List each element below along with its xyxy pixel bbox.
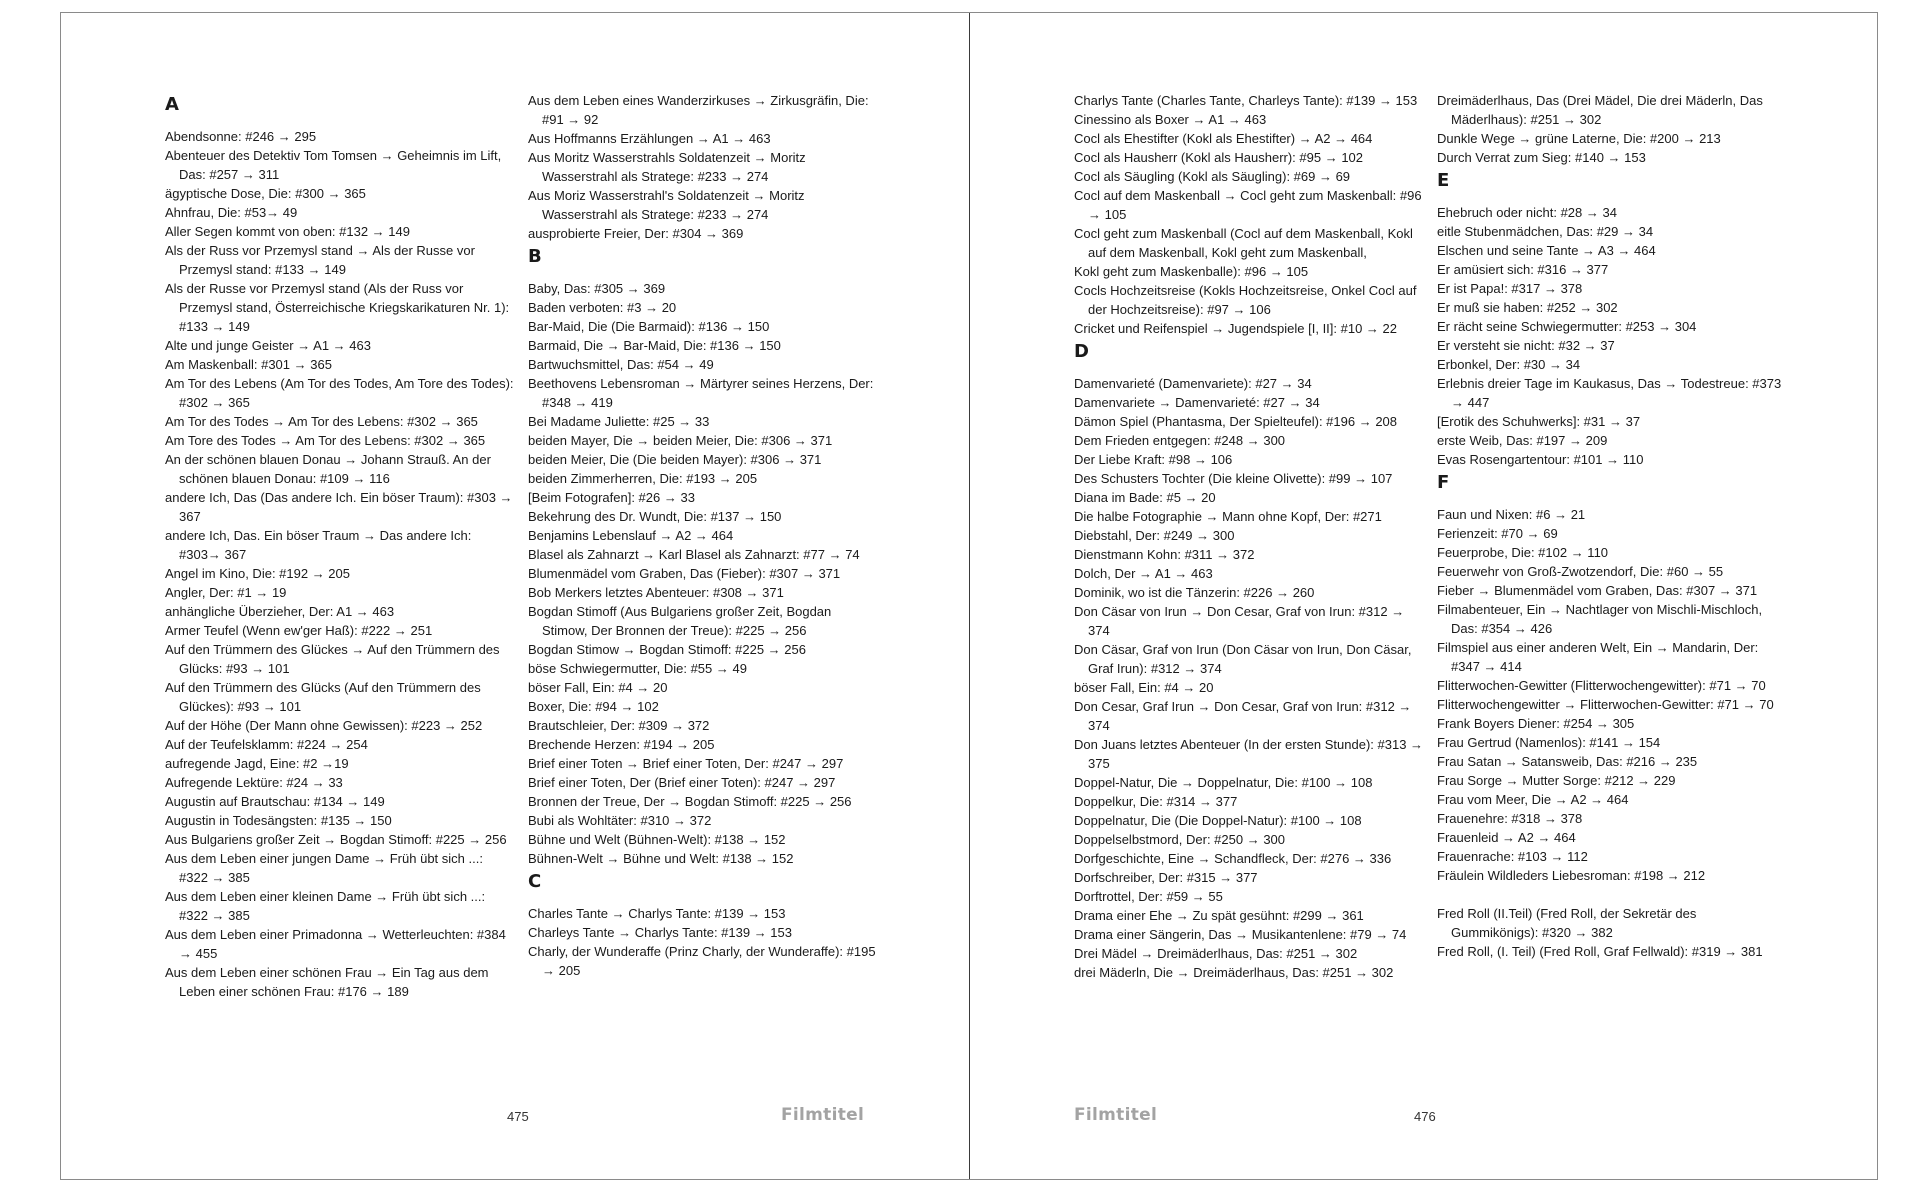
index-entry: Am Tor des Todes → Am Tor des Lebens: #302 → 365 [165, 414, 478, 429]
index-entry: Ehebruch oder nicht: #28 → 34 [1437, 205, 1617, 220]
index-entry: Er rächt seine Schwiegermutter: #253 → 304 [1437, 319, 1697, 334]
letter-heading: B [528, 246, 543, 267]
index-entry: Ferienzeit: #70 → 69 [1437, 526, 1558, 541]
index-entry: Don Cäsar, Graf von Irun (Don Cäsar von Irun, Don Cäsar, Graf Irun): #312 → 374 [1074, 642, 1412, 676]
index-entry: Diana im Bade: #5 → 20 [1074, 490, 1216, 505]
index-entry: Frauenehre: #318 → 378 [1437, 811, 1583, 826]
index-entry: Benjamins Lebenslauf → A2 → 464 [528, 528, 734, 543]
index-entry: Dorftrottel, Der: #59 → 55 [1074, 889, 1223, 904]
index-entry: Am Tor des Lebens (Am Tor des Todes, Am Tore des Todes): #302 → 365 [165, 376, 514, 410]
index-entry: Dorfschreiber, Der: #315 → 377 [1074, 870, 1258, 885]
index-entry: Damenvariete → Damenvarieté: #27 → 34 [1074, 395, 1320, 410]
index-entry: beiden Mayer, Die → beiden Meier, Die: #306 → 371 [528, 433, 833, 448]
letter-heading: D [1074, 341, 1090, 362]
index-entry: Ahnfrau, Die: #53→ 49 [165, 205, 298, 220]
index-entry: aufregende Jagd, Eine: #2 →19 [165, 756, 349, 771]
index-entry: Er amüsiert sich: #316 → 377 [1437, 262, 1609, 277]
index-entry: Barmaid, Die → Bar-Maid, Die: #136 → 150 [528, 338, 781, 353]
index-entry: eitle Stubenmädchen, Das: #29 → 34 [1437, 224, 1654, 239]
index-entry: Dominik, wo ist die Tänzerin: #226 → 260 [1074, 585, 1315, 600]
index-entry: Beethovens Lebensroman → Märtyrer seines Herzens, Der: #348 → 419 [528, 376, 874, 410]
index-entry: Baden verboten: #3 → 20 [528, 300, 677, 315]
index-entry: Auf der Teufelsklamm: #224 → 254 [165, 737, 368, 752]
index-entry: Am Tore des Todes → Am Tor des Lebens: #302 → 365 [165, 433, 486, 448]
index-entry: Aus dem Leben einer schönen Frau → Ein Tag aus dem Leben einer schönen Frau: #176 → 189 [165, 965, 489, 999]
index-entry: Drama einer Sängerin, Das → Musikantenlene: #79 → 74 [1074, 927, 1407, 942]
index-entry: anhängliche Überzieher, Der: A1 → 463 [165, 604, 395, 619]
index-entry: An der schönen blauen Donau → Johann Strauß. An der schönen blauen Donau: #109 → 116 [165, 452, 491, 486]
index-entry: Blumenmädel vom Graben, Das (Fieber): #307 → 371 [528, 566, 841, 581]
page-left [61, 13, 970, 1179]
index-entry: Charleys Tante → Charlys Tante: #139 → 153 [528, 925, 792, 940]
index-entry: Bar-Maid, Die (Die Barmaid): #136 → 150 [528, 319, 770, 334]
index-entry: Doppelnatur, Die (Die Doppel-Natur): #100 → 108 [1074, 813, 1362, 828]
index-entry: Aus dem Leben einer Primadonna → Wetterleuchten: #384 → 455 [165, 927, 506, 961]
index-entry: ägyptische Dose, Die: #300 → 365 [165, 186, 366, 201]
index-entry: Fieber → Blumenmädel vom Graben, Das: #307 → 371 [1437, 583, 1758, 598]
index-entry: Cocl geht zum Maskenball (Cocl auf dem Maskenball, Kokl auf dem Maskenball, Kokl geht zum Maskenball, [1074, 226, 1413, 260]
index-entry: Cocl als Ehestifter (Kokl als Ehestifter) → A2 → 464 [1074, 131, 1373, 146]
index-entry: Bühne und Welt (Bühnen-Welt): #138 → 152 [528, 832, 786, 847]
index-entry: Filmabenteuer, Ein → Nachtlager von Mischli-Mischloch, Das: #354 → 426 [1437, 602, 1763, 636]
index-entry: Damenvarieté (Damenvariete): #27 → 34 [1074, 376, 1312, 391]
index-entry: [Beim Fotografen]: #26 → 33 [528, 490, 695, 505]
index-entry: Erbonkel, Der: #30 → 34 [1437, 357, 1581, 372]
index-entry: drei Mäderln, Die → Dreimäderlhaus, Das: #251 → 302 [1074, 965, 1394, 980]
index-entry: Frauenrache: #103 → 112 [1437, 849, 1588, 864]
index-entry: Baby, Das: #305 → 369 [528, 281, 666, 296]
index-entry: Drama einer Ehe → Zu spät gesühnt: #299 → 361 [1074, 908, 1364, 923]
index-column [1437, 91, 1787, 961]
index-entry: Doppelselbstmord, Der: #250 → 300 [1074, 832, 1286, 847]
index-entry: Aus Bulgariens großer Zeit → Bogdan Stimoff: #225 → 256 [165, 832, 507, 847]
index-entry: Er ist Papa!: #317 → 378 [1437, 281, 1583, 296]
index-entry: Dreimäderlhaus, Das (Drei Mädel, Die drei Mäderln, Das Mäderlhaus): #251 → 302 [1437, 93, 1763, 127]
index-entry: Charles Tante → Charlys Tante: #139 → 153 [528, 906, 786, 921]
letter-heading: A [165, 94, 180, 115]
index-entry: böse Schwiegermutter, Die: #55 → 49 [528, 661, 747, 676]
index-entry: Als der Russe vor Przemysl stand (Als der Russ vor Przemysl stand, Österreichische Kriegskarikaturen Nr. 1): #133 → 149 [165, 281, 510, 334]
index-entry: Angler, Der: #1 → 19 [165, 585, 287, 600]
running-title: Filmtitel [781, 1105, 865, 1125]
index-entry: Bob Merkers letztes Abenteuer: #308 → 371 [528, 585, 784, 600]
running-title: Filmtitel [1074, 1105, 1158, 1125]
index-entry: Brief einer Toten → Brief einer Toten, Der: #247 → 297 [528, 756, 844, 771]
index-entry: Cocls Hochzeitsreise (Kokls Hochzeitsreise, Onkel Cocl auf der Hochzeitsreise): #97 → 106 [1074, 283, 1417, 317]
index-entry: Aus dem Leben eines Wanderzirkuses → Zirkusgräfin, Die: #91 → 92 [528, 93, 869, 127]
letter-heading: C [528, 871, 542, 892]
index-entry: Brief einer Toten, Der (Brief einer Toten): #247 → 297 [528, 775, 836, 790]
index-entry: Durch Verrat zum Sieg: #140 → 153 [1437, 150, 1646, 165]
index-entry: Bubi als Wohltäter: #310 → 372 [528, 813, 712, 828]
index-entry: Feuerprobe, Die: #102 → 110 [1437, 545, 1609, 560]
index-entry: Dem Frieden entgegen: #248 → 300 [1074, 433, 1286, 448]
index-entry: Aus Moriz Wasserstrahl's Soldatenzeit → Moritz Wasserstrahl als Stratege: #233 → 274 [528, 188, 805, 222]
index-entry: Er versteht sie nicht: #32 → 37 [1437, 338, 1615, 353]
index-entry: Doppelkur, Die: #314 → 377 [1074, 794, 1238, 809]
index-entry: Brautschleier, Der: #309 → 372 [528, 718, 710, 733]
index-entry: Blasel als Zahnarzt → Karl Blasel als Zahnarzt: #77 → 74 [528, 547, 860, 562]
index-entry: Charlys Tante (Charles Tante, Charleys Tante): #139 → 153 [1074, 93, 1418, 108]
index-entry: Fred Roll (II.Teil) (Fred Roll, der Sekretär des Gummikönigs): #320 → 382 [1437, 906, 1697, 940]
index-entry: Bartwuchsmittel, Das: #54 → 49 [528, 357, 714, 372]
index-entry: Auf der Höhe (Der Mann ohne Gewissen): #223 → 252 [165, 718, 483, 733]
index-entry: Dämon Spiel (Phantasma, Der Spielteufel): #196 → 208 [1074, 414, 1398, 429]
index-entry: Evas Rosengartentour: #101 → 110 [1437, 452, 1644, 467]
index-entry: Als der Russ vor Przemysl stand → Als der Russe vor Przemysl stand: #133 → 149 [165, 243, 475, 277]
index-entry: Doppel-Natur, Die → Doppelnatur, Die: #100 → 108 [1074, 775, 1373, 790]
page-number: 476 [1414, 1109, 1436, 1124]
index-column [165, 91, 515, 1001]
index-entry: Elschen und seine Tante → A3 → 464 [1437, 243, 1656, 258]
index-entry: ausprobierte Freier, Der: #304 → 369 [528, 226, 744, 241]
index-entry: böser Fall, Ein: #4 → 20 [528, 680, 668, 695]
index-entry: Filmspiel aus einer anderen Welt, Ein → Mandarin, Der: #347 → 414 [1437, 640, 1759, 674]
index-entry: Bekehrung des Dr. Wundt, Die: #137 → 150 [528, 509, 782, 524]
index-entry: Flitterwochen-Gewitter (Flitterwochengewitter): #71 → 70 [1437, 678, 1766, 693]
index-entry: Der Liebe Kraft: #98 → 106 [1074, 452, 1233, 467]
index-entry: Die halbe Fotographie → Mann ohne Kopf, Der: #271 [1074, 509, 1382, 524]
book-spread [60, 12, 1878, 1180]
spacer [1437, 885, 1787, 904]
index-entry: Cocl als Hausherr (Kokl als Hausherr): #95 → 102 [1074, 150, 1364, 165]
index-entry: Auf den Trümmern des Glücks (Auf den Trümmern des Glückes): #93 → 101 [165, 680, 481, 714]
index-entry: Dunkle Wege → grüne Laterne, Die: #200 → 213 [1437, 131, 1721, 146]
index-entry: Bogdan Stimoff (Aus Bulgariens großer Zeit, Bogdan Stimow, Der Bronnen der Treue): #225 → 256 [528, 604, 832, 638]
index-entry: Cinessino als Boxer → A1 → 463 [1074, 112, 1267, 127]
index-entry: Bronnen der Treue, Der → Bogdan Stimoff: #225 → 256 [528, 794, 852, 809]
index-entry: Aus Moritz Wasserstrahls Soldatenzeit → Moritz Wasserstrahl als Stratege: #233 → 274 [528, 150, 806, 184]
index-entry: Diebstahl, Der: #249 → 300 [1074, 528, 1235, 543]
index-entry: beiden Meier, Die (Die beiden Mayer): #306 → 371 [528, 452, 822, 467]
index-entry: böser Fall, Ein: #4 → 20 [1074, 680, 1214, 695]
index-column [528, 91, 878, 980]
index-entry: Aus dem Leben einer kleinen Dame → Früh übt sich ...: #322 → 385 [165, 889, 486, 923]
index-entry: erste Weib, Das: #197 → 209 [1437, 433, 1608, 448]
index-entry: Erlebnis dreier Tage im Kaukasus, Das → Todestreue: #373 → 447 [1437, 376, 1782, 410]
index-entry: Bogdan Stimow → Bogdan Stimoff: #225 → 256 [528, 642, 806, 657]
index-entry: Cricket und Reifenspiel → Jugendspiele [I, II]: #10 → 22 [1074, 321, 1398, 336]
index-entry: Drei Mädel → Dreimäderlhaus, Das: #251 → 302 [1074, 946, 1358, 961]
index-entry: Frau Gertrud (Namenlos): #141 → 154 [1437, 735, 1661, 750]
index-entry: Frauenleid → A2 → 464 [1437, 830, 1576, 845]
index-column [1074, 91, 1424, 982]
index-entry: andere Ich, Das (Das andere Ich. Ein böser Traum): #303 → 367 [165, 490, 513, 524]
index-entry: Don Cesar, Graf Irun → Don Cesar, Graf von Irun: #312 → 374 [1074, 699, 1412, 733]
index-entry: beiden Zimmerherren, Die: #193 → 205 [528, 471, 758, 486]
index-entry: Cocl auf dem Maskenball → Cocl geht zum Maskenball: #96 → 105 [1074, 188, 1422, 222]
index-entry: Frau Satan → Satansweib, Das: #216 → 235 [1437, 754, 1698, 769]
index-entry: Aufregende Lektüre: #24 → 33 [165, 775, 343, 790]
index-entry: Dienstmann Kohn: #311 → 372 [1074, 547, 1255, 562]
page-right [970, 13, 1879, 1179]
index-entry: [Erotik des Schuhwerks]: #31 → 37 [1437, 414, 1641, 429]
index-entry: Fräulein Wildleders Liebesroman: #198 → 212 [1437, 868, 1706, 883]
letter-heading: E [1437, 170, 1450, 191]
index-entry: Don Juans letztes Abenteuer (In der ersten Stunde): #313 → 375 [1074, 737, 1424, 771]
index-entry: Angel im Kino, Die: #192 → 205 [165, 566, 350, 581]
index-entry: Don Cäsar von Irun → Don Cesar, Graf von Irun: #312 → 374 [1074, 604, 1405, 638]
index-entry: Charly, der Wunderaffe (Prinz Charly, der Wunderaffe): #195 → 205 [528, 944, 876, 978]
index-entry: Fred Roll, (I. Teil) (Fred Roll, Graf Fellwald): #319 → 381 [1437, 944, 1763, 959]
index-entry: Abendsonne: #246 → 295 [165, 129, 317, 144]
index-entry: Armer Teufel (Wenn ew'ger Haß): #222 → 251 [165, 623, 433, 638]
index-entry: Feuerwehr von Groß-Zwotzendorf, Die: #60 → 55 [1437, 564, 1724, 579]
letter-heading: F [1437, 472, 1450, 493]
index-entry: Augustin in Todesängsten: #135 → 150 [165, 813, 392, 828]
index-entry: Bei Madame Juliette: #25 → 33 [528, 414, 710, 429]
index-entry: Brechende Herzen: #194 → 205 [528, 737, 715, 752]
index-entry: Frau Sorge → Mutter Sorge: #212 → 229 [1437, 773, 1676, 788]
index-entry: Bühnen-Welt → Bühne und Welt: #138 → 152 [528, 851, 794, 866]
page-number: 475 [507, 1109, 529, 1124]
index-entry: Abenteuer des Detektiv Tom Tomsen → Geheimnis im Lift, Das: #257 → 311 [165, 148, 502, 182]
index-entry: Kokl geht zum Maskenballe): #96 → 105 [1074, 264, 1309, 279]
index-entry: andere Ich, Das. Ein böser Traum → Das andere Ich: #303→ 367 [165, 528, 472, 562]
index-entry: Alte und junge Geister → A1 → 463 [165, 338, 371, 353]
index-entry: Faun und Nixen: #6 → 21 [1437, 507, 1586, 522]
index-entry: Frank Boyers Diener: #254 → 305 [1437, 716, 1635, 731]
index-entry: Flitterwochengewitter → Flitterwochen-Gewitter: #71 → 70 [1437, 697, 1774, 712]
index-entry: Dorfgeschichte, Eine → Schandfleck, Der: #276 → 336 [1074, 851, 1392, 866]
index-entry: Dolch, Der → A1 → 463 [1074, 566, 1213, 581]
index-entry: Aus Hoffmanns Erzählungen → A1 → 463 [528, 131, 771, 146]
index-entry: Aller Segen kommt von oben: #132 → 149 [165, 224, 410, 239]
index-entry: Frau vom Meer, Die → A2 → 464 [1437, 792, 1629, 807]
index-entry: Des Schusters Tochter (Die kleine Olivette): #99 → 107 [1074, 471, 1393, 486]
index-entry: Boxer, Die: #94 → 102 [528, 699, 659, 714]
index-entry: Aus dem Leben einer jungen Dame → Früh übt sich ...: #322 → 385 [165, 851, 483, 885]
index-entry: Auf den Trümmern des Glückes → Auf den Trümmern des Glücks: #93 → 101 [165, 642, 500, 676]
index-entry: Am Maskenball: #301 → 365 [165, 357, 332, 372]
index-entry: Er muß sie haben: #252 → 302 [1437, 300, 1618, 315]
index-entry: Cocl als Säugling (Kokl als Säugling): #69 → 69 [1074, 169, 1351, 184]
index-entry: Augustin auf Brautschau: #134 → 149 [165, 794, 385, 809]
